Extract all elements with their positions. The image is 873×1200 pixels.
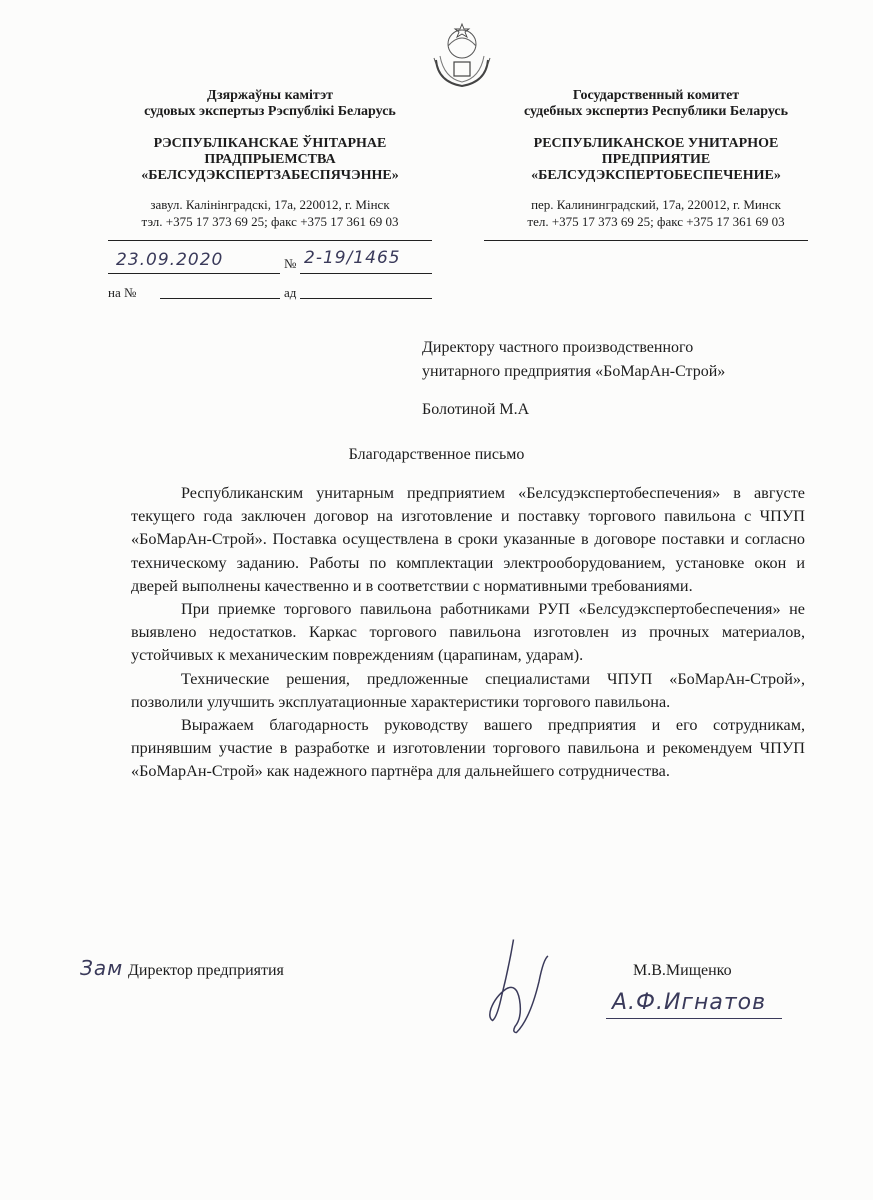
registration-date: 23.09.2020 <box>116 250 224 270</box>
number-prefix: № <box>284 256 297 271</box>
signature-position-row <box>128 962 284 980</box>
handwritten-signature-mark <box>470 930 560 1048</box>
committee-line-by-1: Дзяржаўны камітэт <box>206 88 334 103</box>
header-left-by <box>106 88 434 230</box>
org-line-ru-2: ПРЕДПРИЯТИЕ <box>601 152 711 167</box>
phone-line-by: тэл. +375 17 373 69 25; факс +375 17 361 69 03 <box>141 214 399 229</box>
header-rule-right <box>484 240 808 241</box>
date-underline <box>108 273 280 274</box>
org-line-ru-3: «БЕЛСУДЭКСПЕРТОБЕСПЕЧЕНИЕ» <box>531 168 781 183</box>
org-line-ru-1: РЕСПУБЛИКАНСКОЕ УНИТАРНОЕ <box>533 136 779 151</box>
letter-body <box>131 482 805 784</box>
committee-line-by-2: судовых экспертыз Рэспублікі Беларусь <box>144 104 396 119</box>
handwritten-signer-underline <box>606 1018 782 1019</box>
signature-name-row <box>633 962 732 980</box>
signer-name: М.В.Мищенко <box>633 962 732 979</box>
reference-date-line <box>300 298 432 299</box>
org-line-by-2: ПРАДПРЫЕМСТВА <box>204 152 336 167</box>
body-paragraph-1: Республиканским унитарным предприятием «Белсудэкспертобеспечения» в августе текущего года заключен договор на изготовление и поставку торгового павильона с ЧПУП «БоМарАн-Строй». Поставка осуществлена в сроки указанные в договоре поставки и согласно техническому заданию. Работы по комплектации электрооборудованием, установке окон и дверей выполнены качественно и в соответствии с нормативными требованиями. <box>131 484 805 595</box>
address-line-ru: пер. Калининградский, 17а, 220012, г. Минск <box>531 197 781 212</box>
handwritten-deputy-prefix: Зам <box>80 956 124 980</box>
number-underline <box>300 273 432 274</box>
body-paragraph-3: Технические решения, предложенные специалистами ЧПУП «БоМарАн-Строй», позволили улучшить эксплуатационные характеристики торгового павильона. <box>131 669 805 711</box>
addressee-block <box>422 336 725 422</box>
registration-number: 2-19/1465 <box>304 248 401 268</box>
header-rule-left <box>108 240 432 241</box>
reference-mid-row <box>284 285 296 301</box>
registration-number-row <box>284 256 296 272</box>
registration-number-hand <box>304 248 401 268</box>
signature-prefix-row <box>80 956 123 980</box>
addressee-line-1: Директору частного производственного <box>422 339 694 356</box>
phone-line-ru: тел. +375 17 373 69 25; факс +375 17 361 69 03 <box>527 214 785 229</box>
reference-row <box>108 285 136 301</box>
signer-position: Директор предприятия <box>128 962 284 979</box>
addressee-name: Болотиной М.А <box>422 401 530 418</box>
handwritten-signer-name: А.Ф.Игнатов <box>612 990 767 1015</box>
letter-title: Благодарственное письмо <box>348 446 525 463</box>
committee-line-ru-2: судебных экспертиз Республики Беларусь <box>523 104 789 119</box>
body-paragraph-4: Выражаем благодарность руководству вашего предприятия и его сотрудникам, принявшим участие в разработке и изготовлении торгового павильона и рекомендуем ЧПУП «БоМарАн-Строй» как надежного партнёра для дальнейшего сотрудничества. <box>131 716 805 781</box>
org-line-by-1: РЭСПУБЛІКАНСКАЕ ЎНІТАРНАЕ <box>153 136 387 151</box>
reference-number-line <box>160 298 280 299</box>
header-right-ru <box>494 88 818 230</box>
org-line-by-3: «БЕЛСУДЭКСПЕРТЗАБЕСПЯЧЭННЕ» <box>141 168 399 183</box>
handwritten-signer-row <box>612 990 766 1015</box>
coat-of-arms-emblem <box>426 20 498 90</box>
body-paragraph-2: При приемке торгового павильона работниками РУП «Белсудэкспертобеспечения» не выявлено недостатков. Каркас торгового павильона изготовлен из прочных материалов, устойчивых к механическим повреждениям (царапинам, ударам). <box>131 600 805 665</box>
reference-prefix: на № <box>108 285 137 300</box>
reference-mid-label: ад <box>284 285 297 300</box>
address-line-by: завул. Калінінградскі, 17а, 220012, г. Мінск <box>150 197 390 212</box>
registration-date-row <box>116 250 223 270</box>
addressee-line-2: унитарного предприятия «БоМарАн-Строй» <box>422 363 726 380</box>
committee-line-ru-1: Государственный комитет <box>572 88 740 103</box>
